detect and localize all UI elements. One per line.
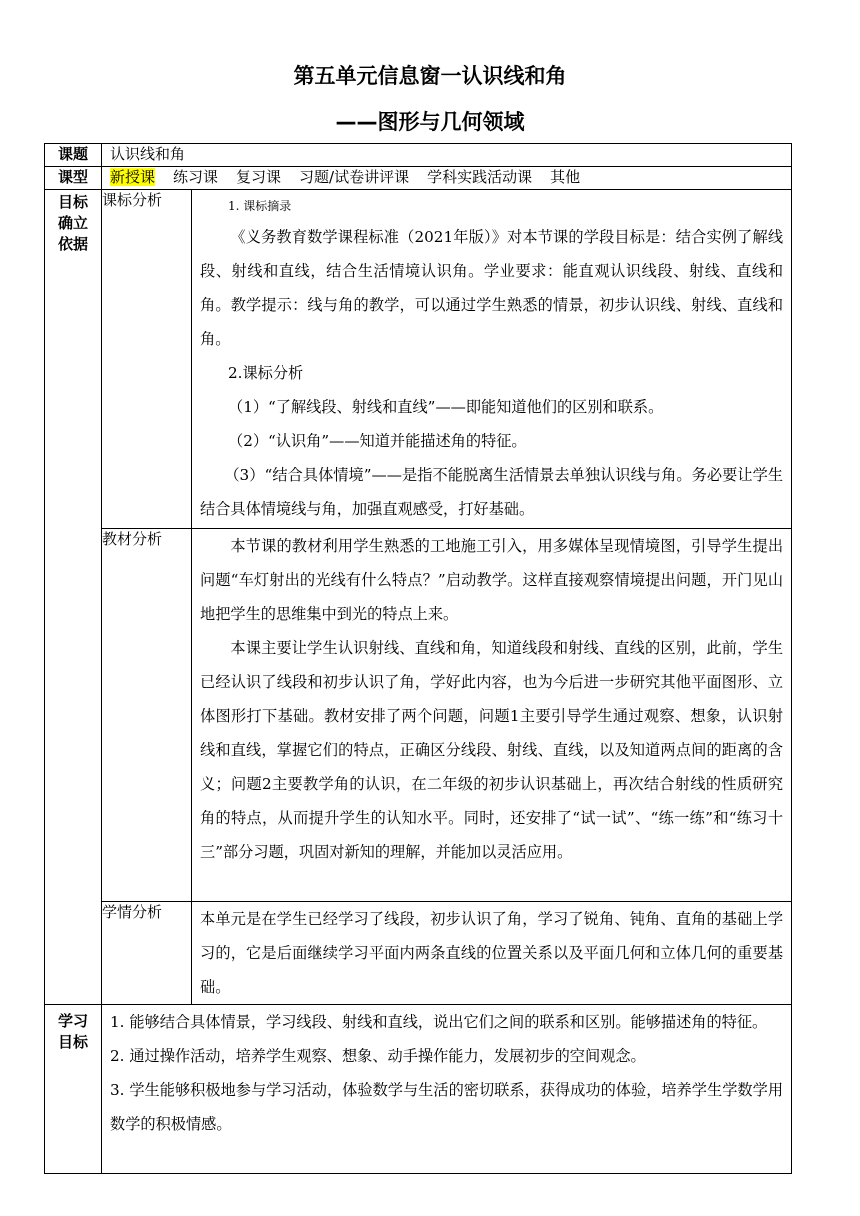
topic-row	[45, 144, 792, 167]
type-option-exercise-review: 习题/试卷讲评课	[299, 168, 410, 186]
curriculum-item-2: （2）“认识角”——知道并能描述角的特征。	[228, 432, 527, 450]
curriculum-item-1: （1）“了解线段、射线和直线”——即能知道他们的区别和联系。	[228, 398, 664, 416]
students-row	[45, 902, 792, 1005]
basis-label-line: 确立	[57, 214, 88, 232]
textbook-content	[192, 529, 792, 902]
type-option-new-lesson: 新授课	[110, 168, 156, 186]
goals-label-line: 目标	[57, 1033, 88, 1051]
basis-label-line: 目标	[57, 193, 88, 211]
students-paragraph: 本单元是在学生已经学习了线段，初步认识了角，学习了锐角、钝角、直角的基础上学习的，它是后面继续学习平面内两条直线的位置关系以及平面几何和立体几何的重要基础。	[200, 910, 784, 996]
students-label: 学情分析	[102, 902, 192, 1005]
goals-label	[45, 1005, 102, 1174]
curriculum-item-3: （3）“结合具体情境”——是指不能脱离生活情景去单独认识线与角。务必要让学生结合具体情境线与角，加强直观感受，打好基础。	[200, 466, 784, 518]
curriculum-row	[45, 190, 792, 529]
curriculum-paragraph: 《义务教育数学课程标准（2021年版）》对本节课的学段目标是：结合实例了解线段、射线和直线，结合生活情境认识角。学业要求：能直观认识线段、射线、直线和角。教学提示：线与角的教学，可以通过学生熟悉的情景，初步认识线、射线、直线和角。	[200, 228, 784, 348]
goals-row	[45, 1005, 792, 1174]
curriculum-heading-2: 2.课标分析	[228, 364, 304, 382]
document-title: 第五单元信息窗一认识线和角	[293, 64, 567, 88]
goal-2: 2. 通过操作活动，培养学生观察、想象、动手操作能力，发展初步的空间观念。	[110, 1047, 646, 1065]
students-content	[192, 902, 792, 1005]
goal-1: 1. 能够结合具体情景，学习线段、射线和直线，说出它们之间的联系和区别。能够描述角的特征。	[110, 1013, 768, 1031]
document-subtitle: ——图形与几何领域	[335, 110, 525, 134]
textbook-label: 教材分析	[102, 529, 192, 902]
type-option-practice: 练习课	[173, 168, 219, 186]
basis-label-line: 依据	[57, 235, 88, 253]
textbook-paragraph-1: 本节课的教材利用学生熟悉的工地施工引入，用多媒体呈现情境图，引导学生提出问题“车灯射出的光线有什么特点？”启动教学。这样直接观察情境提出问题，开门见山地把学生的思维集中到光的特点上来。	[200, 537, 784, 623]
goals-label-line: 学习	[57, 1012, 88, 1030]
basis-label	[45, 190, 102, 1005]
curriculum-content	[192, 190, 792, 529]
textbook-row	[45, 529, 792, 902]
type-option-other: 其他	[550, 168, 581, 186]
topic-label: 课题	[45, 144, 102, 167]
type-option-practice-activity: 学科实践活动课	[427, 168, 533, 186]
topic-value: 认识线和角	[102, 144, 792, 167]
lesson-plan-table	[44, 143, 792, 1174]
curriculum-heading-1: 1. 课标摘录	[228, 199, 292, 213]
type-label: 课型	[45, 167, 102, 190]
goal-3: 3. 学生能够积极地参与学习活动，体验数学与生活的密切联系，获得成功的体验，培养学生学数学用数学的积极情感。	[110, 1081, 784, 1133]
curriculum-label: 课标分析	[102, 190, 192, 529]
type-row	[45, 167, 792, 190]
textbook-paragraph-2: 本课主要让学生认识射线、直线和角，知道线段和射线、直线的区别，此前，学生已经认识了线段和初步认识了角，学好此内容，也为今后进一步研究其他平面图形、立体图形打下基础。教材安排了两个问题，问题1主要引导学生通过观察、想象，认识射线和直线，掌握它们的特点，正确区分线段、射线、直线，以及知道两点间的距离的含义；问题2主要教学角的认识，在二年级的初步认识基础上，再次结合射线的性质研究角的特点，从而提升学生的认知水平。同时，还安排了“试一试”、“练一练”和“练习十三”部分习题，巩固对新知的理解，并能加以灵活应用。	[200, 639, 784, 861]
type-options	[102, 167, 792, 190]
type-option-review: 复习课	[236, 168, 282, 186]
goals-content	[102, 1005, 792, 1174]
